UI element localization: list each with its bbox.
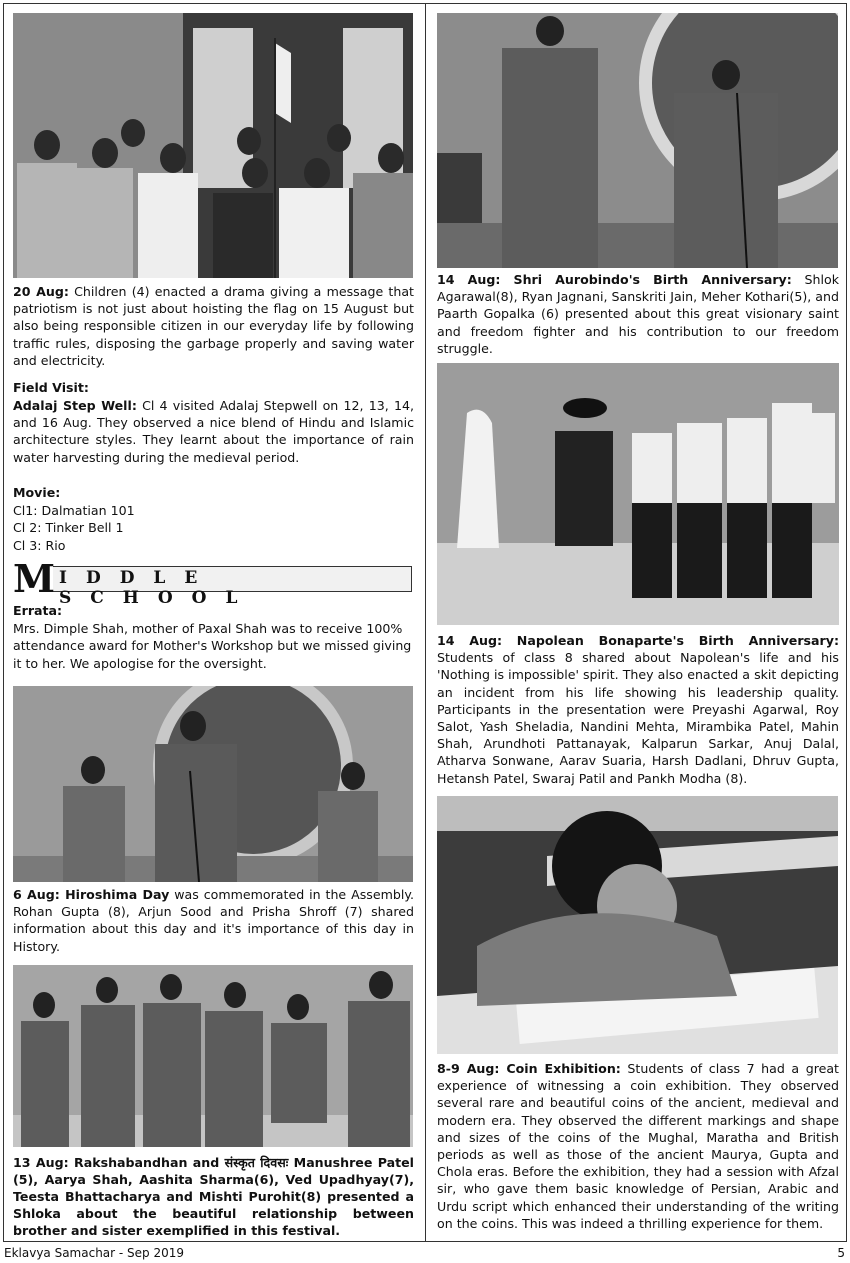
coin-caption <box>437 1060 839 1232</box>
middle-school-banner <box>13 556 414 608</box>
hiroshima-photo <box>13 686 413 882</box>
aurobindo-caption <box>437 271 839 357</box>
hiroshima-title: 6 Aug: Hiroshima Day <box>13 887 170 902</box>
publication-name: Eklavya Samachar - Sep 2019 <box>4 1246 185 1260</box>
napolean-title: 14 Aug: Napolean Bonaparte's Birth Anniversary: <box>437 633 839 648</box>
coin-text: Students of class 7 had a great experience of witnessing a coin exhibition. They observed several rare and beautiful coins of the ancient, medieval and modern era. They observed the different markings and shape and sizes of the coins of the Mughal, Maratha and British periods as well as those of the ancient Maurya, Gupta and Chola eras. Before the exhibition, they had a session with Afzal sir, who gave them basic knowledge of Persian, Arabic and Urdu script which enhanced their understanding of the writing on the coins. This was indeed a thrilling experience for them. <box>437 1061 839 1231</box>
rakshabandhan-hindi: संस्कृत दिवसः <box>224 1155 289 1170</box>
field-visit-caption <box>13 397 414 466</box>
drama-photo <box>13 13 413 278</box>
banner-initial: M <box>13 556 56 601</box>
banner-rest: IDDLE SCHOOL <box>59 568 257 608</box>
drama-caption <box>13 283 414 369</box>
rakshabandhan-title: 13 Aug: Rakshabandhan and <box>13 1155 220 1170</box>
rakshabandhan-text: Manushree Patel (5), Aarya Shah, Aashita Sharma(6), Ved Upadhyay(7), Teesta Bhattacharya and Mishti Purohit(8) presented a Shloka about the beautiful relationship between brother and sister exemplified in this festival. <box>13 1155 414 1238</box>
page-number: 5 <box>837 1246 845 1260</box>
movie-heading: Movie: <box>13 485 61 500</box>
coin-photo <box>437 796 838 1054</box>
field-visit-title: Adalaj Step Well: <box>13 398 137 413</box>
drama-date: 20 Aug: <box>13 284 69 299</box>
aurobindo-photo <box>437 13 838 268</box>
hiroshima-caption <box>13 886 414 955</box>
aurobindo-title: 14 Aug: Shri Aurobindo's Birth Anniversary: <box>437 272 792 287</box>
errata-heading: Errata: <box>13 603 63 618</box>
drama-text: Children (4) enacted a drama giving a message that patriotism is not just about hoisting the flag on 15 August but also being responsible citizen in our everyday life by following traffic rules, disposing the garbage properly and saving water and electricity. <box>13 284 414 368</box>
napolean-photo <box>437 363 839 625</box>
movie-item: Cl 2: Tinker Bell 1 <box>13 520 124 536</box>
napolean-text: Students of class 8 shared about Napolean's life and his 'Nothing is impossible' spirit. They also enacted a skit depicting an incident from his life showing his leadership quality. Participants in the presentation were Preyashi Agarwal, Roy Salot, Yash Sheladia, Nandini Mehta, Mirambika Patel, Mahin Shah, Arundhoti Pattanayak, Kalparun Sarkar, Anuj Dalal, Atharva Sonwane, Aarav Suaria, Harsh Dadlani, Dhruv Gupta, Hetansh Patel, Swaraj Patil and Pankh Modha (8). <box>437 650 839 786</box>
movie-item: Cl 3: Rio <box>13 537 66 553</box>
field-visit-text: Cl 4 visited Adalaj Stepwell on 12, 13, 14, and 16 Aug. They observed a nice blend of Hindu and Islamic architecture styles. They learnt about the importance of rain water harvesting during the medieval period. <box>13 398 414 465</box>
rakshabandhan-caption <box>13 1154 414 1239</box>
movie-item: Cl1: Dalmatian 101 <box>13 503 135 518</box>
rakshabandhan-photo <box>13 965 413 1147</box>
field-visit-heading: Field Visit: <box>13 380 89 395</box>
column-divider <box>425 3 426 1242</box>
aurobindo-text: Shlok Agarawal(8), Ryan Jagnani, Sanskriti Jain, Meher Kothari(5), and Paarth Gopalka (6) presented about this great visionary saint and freedom fighter and his contribution to our freedom struggle. <box>437 272 839 356</box>
hiroshima-text: was commemorated in the Assembly. Rohan Gupta (8), Arjun Sood and Prisha Shroff (7) shared information about this day and it's importance of this day in History. <box>13 887 414 954</box>
coin-title: 8-9 Aug: Coin Exhibition: <box>437 1061 621 1076</box>
movie-list <box>13 502 135 554</box>
napolean-caption <box>437 632 839 787</box>
errata-text: Mrs. Dimple Shah, mother of Paxal Shah was to receive 100% attendance award for Mother's Workshop but we missed giving it to her. We apologise for the oversight. <box>13 621 412 671</box>
